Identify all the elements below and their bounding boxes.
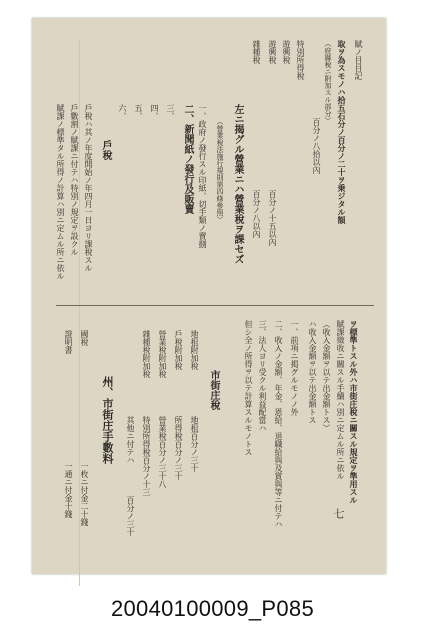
upper-text-col-3: 百分ノ八拾以內 xyxy=(312,118,321,174)
upper-list-item-4: 四、 xyxy=(150,104,159,120)
upper-list-item-3: 三、 xyxy=(166,104,175,120)
upper-section-title: 戶稅 xyxy=(100,140,111,160)
upper-text-col-1: 取ヲ為スモノハ拾五石分ノ百分ノ二十ヲ乗ジタル額 xyxy=(337,40,347,224)
upper-text-col-5: 遊興稅 xyxy=(282,40,291,64)
lower-tax-rate-1: 地租百分ノ三十 xyxy=(190,416,199,472)
lower-text-col-2: 賦課徵收ニ關スル手續ハ別ニ定ムル所ニ依ル xyxy=(336,320,345,480)
section-divider xyxy=(56,305,374,306)
upper-text-col-8: 百分ノ八以內 xyxy=(252,190,261,238)
lower-text-col-8: 但シ全ノ所得ヲ以テ計算スルモノトス xyxy=(244,320,253,456)
lower-tax-label-2: 戶稅附加稅 xyxy=(174,330,183,370)
lower-text-col-4: ハ收入金額ヲ以テ出金額トス xyxy=(308,320,317,424)
lower-text-col-3: （收入金額ヲ以テ出金額トス） xyxy=(322,320,331,432)
lower-text-col-6: 二、收入ノ金額、年金、恩給、退職給與及賞與等ニ付テハ xyxy=(274,320,283,528)
lower-text-col-7: 三、法人ヨリ受クル利益配當ハ xyxy=(258,320,267,432)
upper-subheading: （營業稅法施行規則第四條參照） xyxy=(216,118,224,223)
upper-list-item-6: 六、 xyxy=(118,104,127,120)
upper-list-item-5: 五、 xyxy=(134,104,143,120)
lower-tax-rate-4: 特別所得稅百分ノ十三 xyxy=(142,416,151,496)
upper-text-col-9: 雜種稅 xyxy=(252,40,261,64)
lower-fee-label-2: 證明書 xyxy=(64,330,73,354)
upper-list-item-2: 二、新聞紙ノ發行及販賣 xyxy=(182,104,193,214)
lower-fee-label-1: 國稅 xyxy=(80,330,89,346)
lower-fee-amount-1: 一枚ニ付金二十錢 xyxy=(80,462,89,526)
lower-tax-rate-3: 營業稅百分ノ三十八 xyxy=(158,416,167,488)
lower-section-title: 市街庄稅 xyxy=(208,370,219,410)
lower-tax-label-3: 營業稅附加稅 xyxy=(158,330,167,378)
upper-list-item-1: 一、政府ノ發行スル印紙、切手類ノ賣捌 xyxy=(198,104,207,248)
upper-text-col-4: 特別所得稅 xyxy=(296,40,305,80)
header-tag: 賦ノ目目記 xyxy=(354,40,363,80)
lower-tax-label-1: 地租附加稅 xyxy=(190,330,199,370)
lower-tax-rate-5: 百分ノ三十 xyxy=(126,496,135,536)
upper-text-col-12: 賦課ノ標準タル所得ノ計算ハ別ニ定ムル所ニ依ル xyxy=(56,104,65,280)
lower-text-col-1: ヲ標準トスル外ハ市街庄稅ニ關スル規定ヲ準用スル xyxy=(349,320,359,504)
upper-text-col-2: （府縣稅ニ附加スル部分） xyxy=(324,40,332,124)
upper-text-col-7: 百分ノ十五以內 xyxy=(268,190,277,246)
lower-tax-label-4: 雜種稅附加稅 xyxy=(142,330,151,378)
upper-text-col-11: 戶數割ノ賦課ニ付テハ特別ノ規定ヲ設クル xyxy=(70,104,79,256)
image-caption: 20040100009_P085 xyxy=(110,596,314,621)
page-number: 七 xyxy=(332,508,345,519)
lower-fee-title: 州、市街庄手數料 xyxy=(101,376,114,464)
lower-tax-note: 其他ニ付テハ xyxy=(126,416,135,464)
lower-text-col-5: 一、前項ニ掲グルモノノ外 xyxy=(290,320,299,416)
upper-text-col-10: 戶稅ハ其ノ年度開始ノ年四月一日ヨリ課稅スル xyxy=(84,104,93,272)
lower-fee-amount-2: 一通ニ付金十錢 xyxy=(64,462,73,518)
upper-heading: 左ニ揭グル營業ニハ營業稅ヲ課セズ xyxy=(232,104,243,264)
lower-tax-rate-2: 所得稅百分ノ三十 xyxy=(174,416,183,480)
upper-text-col-6: 遊興稅 xyxy=(268,40,277,64)
